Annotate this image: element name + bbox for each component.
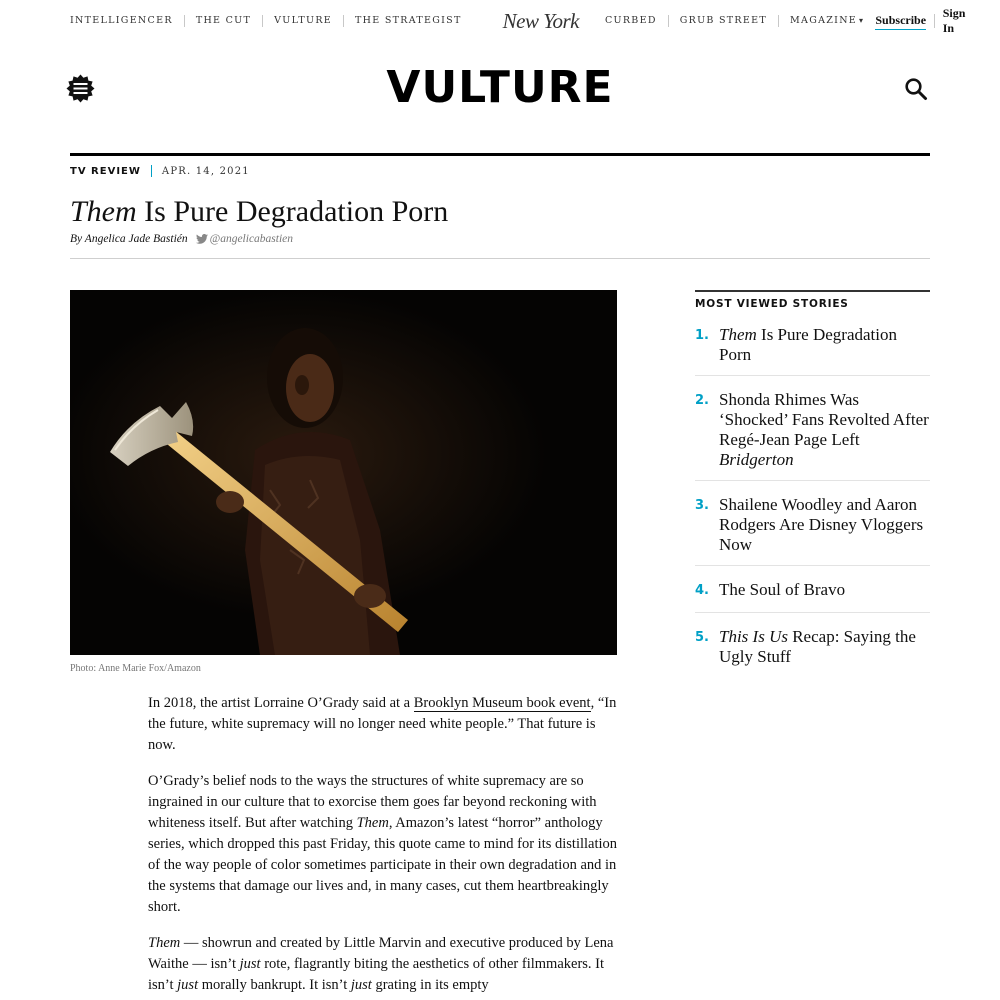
item-title-italic: Bridgerton xyxy=(719,449,794,469)
network-links-right xyxy=(605,15,875,27)
article-headline xyxy=(70,193,448,231)
divider xyxy=(151,165,152,177)
twitter-handle: @angelicabastien xyxy=(209,233,294,245)
most-viewed-item[interactable] xyxy=(695,627,930,677)
publish-date: APR. 14, 2021 xyxy=(161,165,250,177)
divider xyxy=(934,14,935,28)
item-title-italic: This Is Us xyxy=(719,627,788,647)
item-number: 3. xyxy=(695,498,709,514)
most-viewed-item[interactable] xyxy=(695,495,930,566)
article-meta xyxy=(70,165,250,177)
nav-link-the-cut[interactable]: THE CUT xyxy=(184,15,262,27)
item-number: 1. xyxy=(695,328,709,343)
item-title-italic: Them xyxy=(719,325,757,344)
item-title-text: Recap: Saying the Ugly Stuff xyxy=(719,627,916,667)
photo-credit: Photo: Anne Marie Fox/Amazon xyxy=(70,663,201,674)
article-paragraph xyxy=(148,771,618,918)
byline-divider xyxy=(70,258,930,259)
nav-link-vulture[interactable]: VULTURE xyxy=(262,15,343,27)
item-number: 5. xyxy=(695,630,709,646)
network-links-left xyxy=(70,15,473,27)
subscribe-link[interactable]: Subscribe xyxy=(875,13,926,30)
paragraph-emphasis: just xyxy=(239,956,261,972)
vulture-logo[interactable]: VULTURE xyxy=(386,62,614,113)
nav-link-the-strategist[interactable]: THE STRATEGIST xyxy=(343,15,473,27)
item-title[interactable] xyxy=(719,325,930,364)
nav-link-magazine[interactable] xyxy=(778,15,875,27)
twitter-icon xyxy=(196,234,208,244)
header-divider xyxy=(70,153,930,156)
item-title[interactable] xyxy=(719,390,930,469)
account-links xyxy=(875,6,965,36)
nav-link-grub-street[interactable]: GRUB STREET xyxy=(668,15,778,27)
network-nav xyxy=(70,0,966,42)
sidebar-divider xyxy=(695,290,930,292)
item-title-text: Is Pure Degradation Porn xyxy=(719,325,897,364)
paragraph-text: rote, flagrantly biting the aesthetics of other filmmakers. It isn’t xyxy=(148,956,605,993)
byline-row xyxy=(70,233,293,245)
article-paragraph xyxy=(148,933,618,996)
sign-in-link[interactable]: Sign In xyxy=(942,6,966,35)
nav-link-magazine-label: MAGAZINE xyxy=(790,15,858,26)
new-york-logo[interactable]: New York xyxy=(502,8,579,33)
item-title-text: Shonda Rhimes Was ‘Shocked’ Fans Revolted After Regé-Jean Page Left xyxy=(719,390,929,449)
item-number: 2. xyxy=(695,393,709,409)
chevron-down-icon: ▾ xyxy=(859,16,865,25)
paragraph-emphasis: just xyxy=(350,977,372,993)
paragraph-emphasis: Them xyxy=(148,935,181,951)
most-viewed-item[interactable] xyxy=(695,325,930,376)
paragraph-text: morally bankrupt. It isn’t xyxy=(198,977,351,993)
hero-illustration xyxy=(70,290,617,655)
article-paragraph xyxy=(148,693,618,756)
item-title[interactable] xyxy=(719,627,930,666)
rubric-label[interactable]: TV REVIEW xyxy=(70,165,141,177)
item-title[interactable]: The Soul of Bravo xyxy=(719,580,846,600)
paragraph-text: , “In the future, white supremacy will no longer need white people.” That future is now. xyxy=(148,695,617,753)
hero-image xyxy=(70,290,617,655)
most-viewed-list xyxy=(695,325,930,692)
search-icon xyxy=(904,77,928,101)
headline-italic: Them xyxy=(70,195,137,228)
paragraph-emphasis: just xyxy=(177,977,199,993)
item-title[interactable]: Shailene Woodley and Aaron Rodgers Are Disney Vloggers Now xyxy=(719,495,924,554)
paragraph-text: , Amazon’s latest “horror” anthology series, which dropped this past Friday, this quote came to mind for its distillation of the way people of color sometimes participate in their own degradation and in the systems that damage our lives and, in many cases, cut them heartbreakingly short. xyxy=(148,815,618,915)
paragraph-text: grating in its empty xyxy=(371,977,489,993)
nav-link-intelligencer[interactable]: INTELLIGENCER xyxy=(70,15,173,26)
most-viewed-item[interactable] xyxy=(695,390,930,481)
nav-link-curbed[interactable]: CURBED xyxy=(604,15,657,26)
search-button[interactable] xyxy=(904,77,928,101)
headline-text: Is Pure Degradation Porn xyxy=(136,195,449,228)
brooklyn-museum-link[interactable]: Brooklyn Museum book event xyxy=(413,695,591,711)
article-body xyxy=(148,693,618,1000)
byline[interactable]: By Angelica Jade Bastién xyxy=(70,233,188,245)
paragraph-emphasis: Them xyxy=(356,815,389,831)
most-viewed-title: MOST VIEWED STORIES xyxy=(695,298,849,310)
item-number: 4. xyxy=(695,583,709,599)
paragraph-text: In 2018, the artist Lorraine O’Grady said at a xyxy=(148,695,414,711)
paragraph-text: — showrun and created by Little Marvin and executive produced by Lena Waithe — isn’t xyxy=(148,935,614,972)
twitter-handle-link[interactable] xyxy=(196,233,293,245)
most-viewed-item[interactable] xyxy=(695,580,930,613)
paragraph-text: O’Grady’s belief nods to the ways the structures of white supremacy are so ingrained in our culture that to exorcise them goes far beyond reckoning with whiteness itself. But after watching xyxy=(148,773,597,831)
